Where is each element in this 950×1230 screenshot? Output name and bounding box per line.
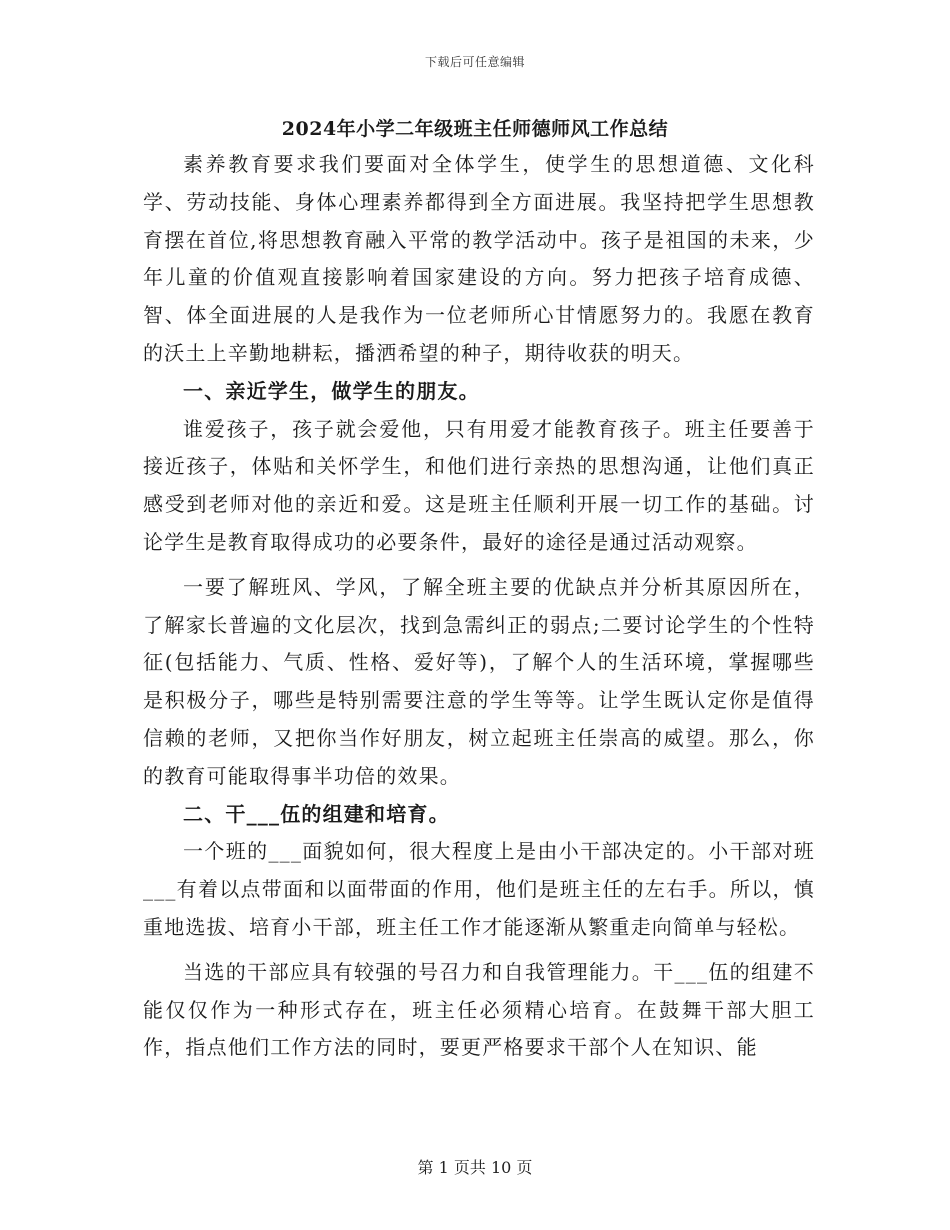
header-note: 下载后可任意编辑 xyxy=(424,55,525,69)
section-heading-2: 二、干___伍的组建和培育。 xyxy=(183,801,450,826)
document-body xyxy=(143,146,815,1067)
paragraph-4: 一个班的___面貌如何，很大程度上是由小干部决定的。小干部对班___有着以点带面和以面带面的作用，他们是班主任的左右手。所以，慎重地选拔、培育小干部，班主任工作才能逐渐从繁重走向简单与轻松。 xyxy=(143,839,815,939)
paragraph-5: 当选的干部应具有较强的号召力和自我管理能力。干___伍的组建不能仅仅作为一种形式存在，班主任必须精心培育。在鼓舞干部大胆工作，指点他们工作方法的同时，要更严格要求干部个人在知识、能 xyxy=(143,959,815,1060)
paragraph-3: 一要了解班风、学风，了解全班主要的优缺点并分析其原因所在，了解家长普遍的文化层次，找到急需纠正的弱点;二要讨论学生的个性特征(包括能力、气质、性格、爱好等)，了解个人的生活环境，掌握哪些是积极分子，哪些是特别需要注意的学生等等。让学生既认定你是值得信赖的老师，又把你当作好朋友，树立起班主任崇高的威望。那么，你的教育可能取得事半功倍的效果。 xyxy=(143,574,815,788)
section-heading-1: 一、亲近学生，做学生的朋友。 xyxy=(183,378,480,403)
page-footer: 第 1 页共 10 页 xyxy=(417,1158,533,1177)
paragraph-2: 谁爱孩子，孩子就会爱他，只有用爱才能教育孩子。班主任要善于接近孩子，体贴和关怀学生，和他们进行亲热的思想沟通，让他们真正感受到老师对他的亲近和爱。这是班主任顺利开展一切工作的基础。讨论学生是教育取得成功的必要条件，最好的途径是通过活动观察。 xyxy=(143,416,815,554)
document-title: 2024年小学二年级班主任师德师风工作总结 xyxy=(281,118,669,140)
paragraph-intro: 素养教育要求我们要面对全体学生，使学生的思想道德、文化科学、劳动技能、身体心理素养都得到全方面进展。我坚持把学生思想教育摆在首位,将思想教育融入平常的教学活动中。孩子是祖国的未来，少年儿童的价值观直接影响着国家建设的方向。努力把孩子培育成德、智、体全面进展的人是我作为一位老师所心甘情愿努力的。我愿在教育的沃土上辛勤地耕耘，播洒希望的种子，期待收获的明天。 xyxy=(143,152,815,365)
